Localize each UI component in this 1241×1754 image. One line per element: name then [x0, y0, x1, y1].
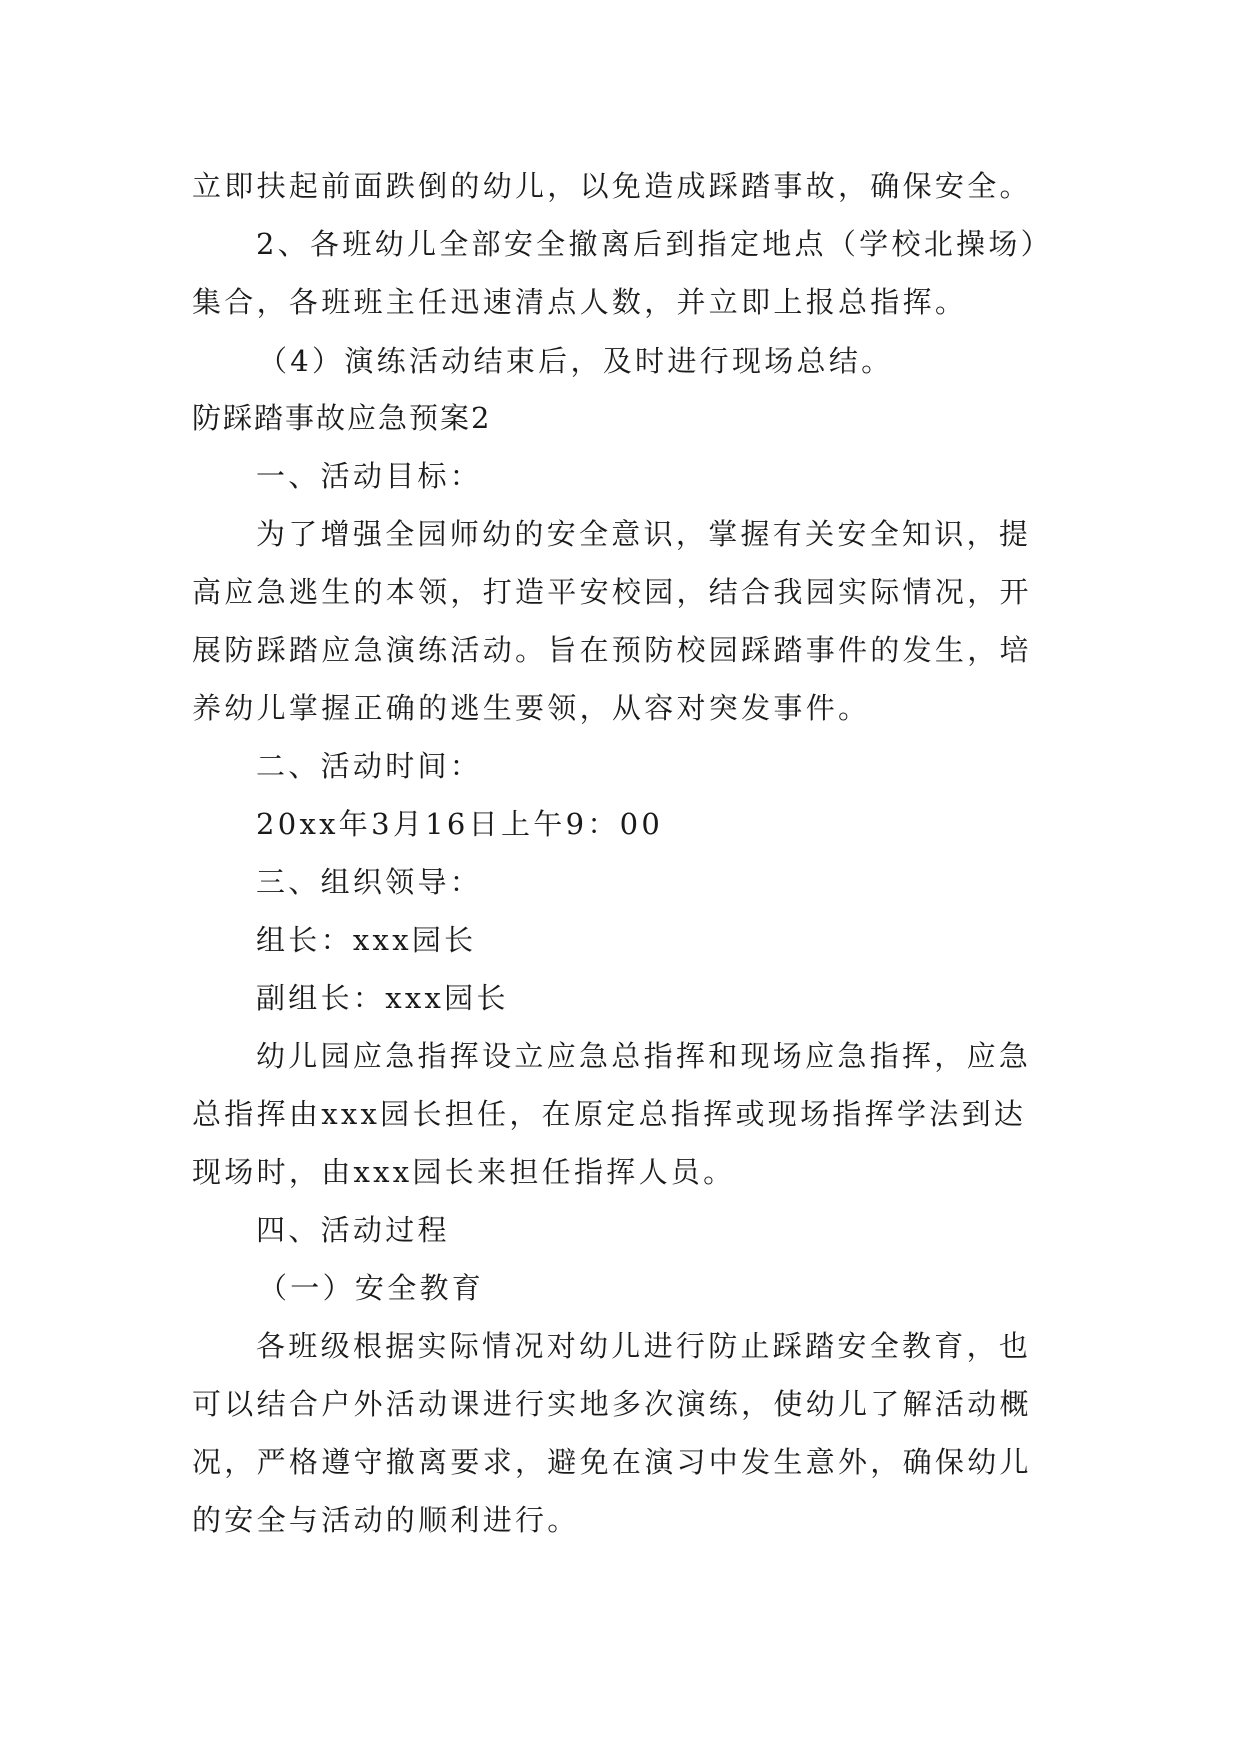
heading-line: （一）安全教育 — [258, 1271, 485, 1305]
paragraph-line: 总指挥由xxx园长担任，在原定总指挥或现场指挥学法到达 — [192, 1097, 1027, 1131]
paragraph-line: 20xx年3月16日上午9：00 — [256, 807, 664, 841]
heading-line: 三、组织领导： — [256, 865, 483, 899]
paragraph-line: 高应急逃生的本领，打造平安校园，结合我园实际情况，开 — [192, 575, 1032, 609]
paragraph-line: 为了增强全园师幼的安全意识，掌握有关安全知识，提 — [256, 517, 1032, 551]
heading-line: 四、活动过程 — [256, 1213, 450, 1247]
paragraph-line: 副组长：xxx园长 — [256, 981, 509, 1015]
paragraph-line: 幼儿园应急指挥设立应急总指挥和现场应急指挥，应急 — [256, 1039, 1032, 1073]
paragraph-line: 组长：xxx园长 — [256, 923, 477, 957]
paragraph-line: 集合，各班班主任迅速清点人数，并立即上报总指挥。 — [192, 285, 968, 319]
paragraph-line: 2、各班幼儿全部安全撤离后到指定地点（学校北操场） — [256, 227, 1053, 261]
paragraph-line: 况，严格遵守撤离要求，避免在演习中发生意外，确保幼儿 — [192, 1445, 1032, 1479]
heading-line: 一、活动目标： — [256, 459, 483, 493]
paragraph-line: 各班级根据实际情况对幼儿进行防止踩踏安全教育，也 — [256, 1329, 1032, 1363]
section-heading: 防踩踏事故应急预案2 — [192, 401, 492, 435]
paragraph-line: 的安全与活动的顺利进行。 — [192, 1503, 580, 1537]
paragraph-line: 展防踩踏应急演练活动。旨在预防校园踩踏事件的发生，培 — [192, 633, 1032, 667]
paragraph-line: 养幼儿掌握正确的逃生要领，从容对突发事件。 — [192, 691, 871, 725]
heading-line: 二、活动时间： — [256, 749, 483, 783]
paragraph-line: 现场时，由xxx园长来担任指挥人员。 — [192, 1155, 736, 1189]
paragraph-line: （4）演练活动结束后，及时进行现场总结。 — [258, 344, 894, 378]
paragraph-line: 立即扶起前面跌倒的幼儿，以免造成踩踏事故，确保安全。 — [192, 169, 1032, 203]
paragraph-line: 可以结合户外活动课进行实地多次演练，使幼儿了解活动概 — [192, 1387, 1032, 1421]
